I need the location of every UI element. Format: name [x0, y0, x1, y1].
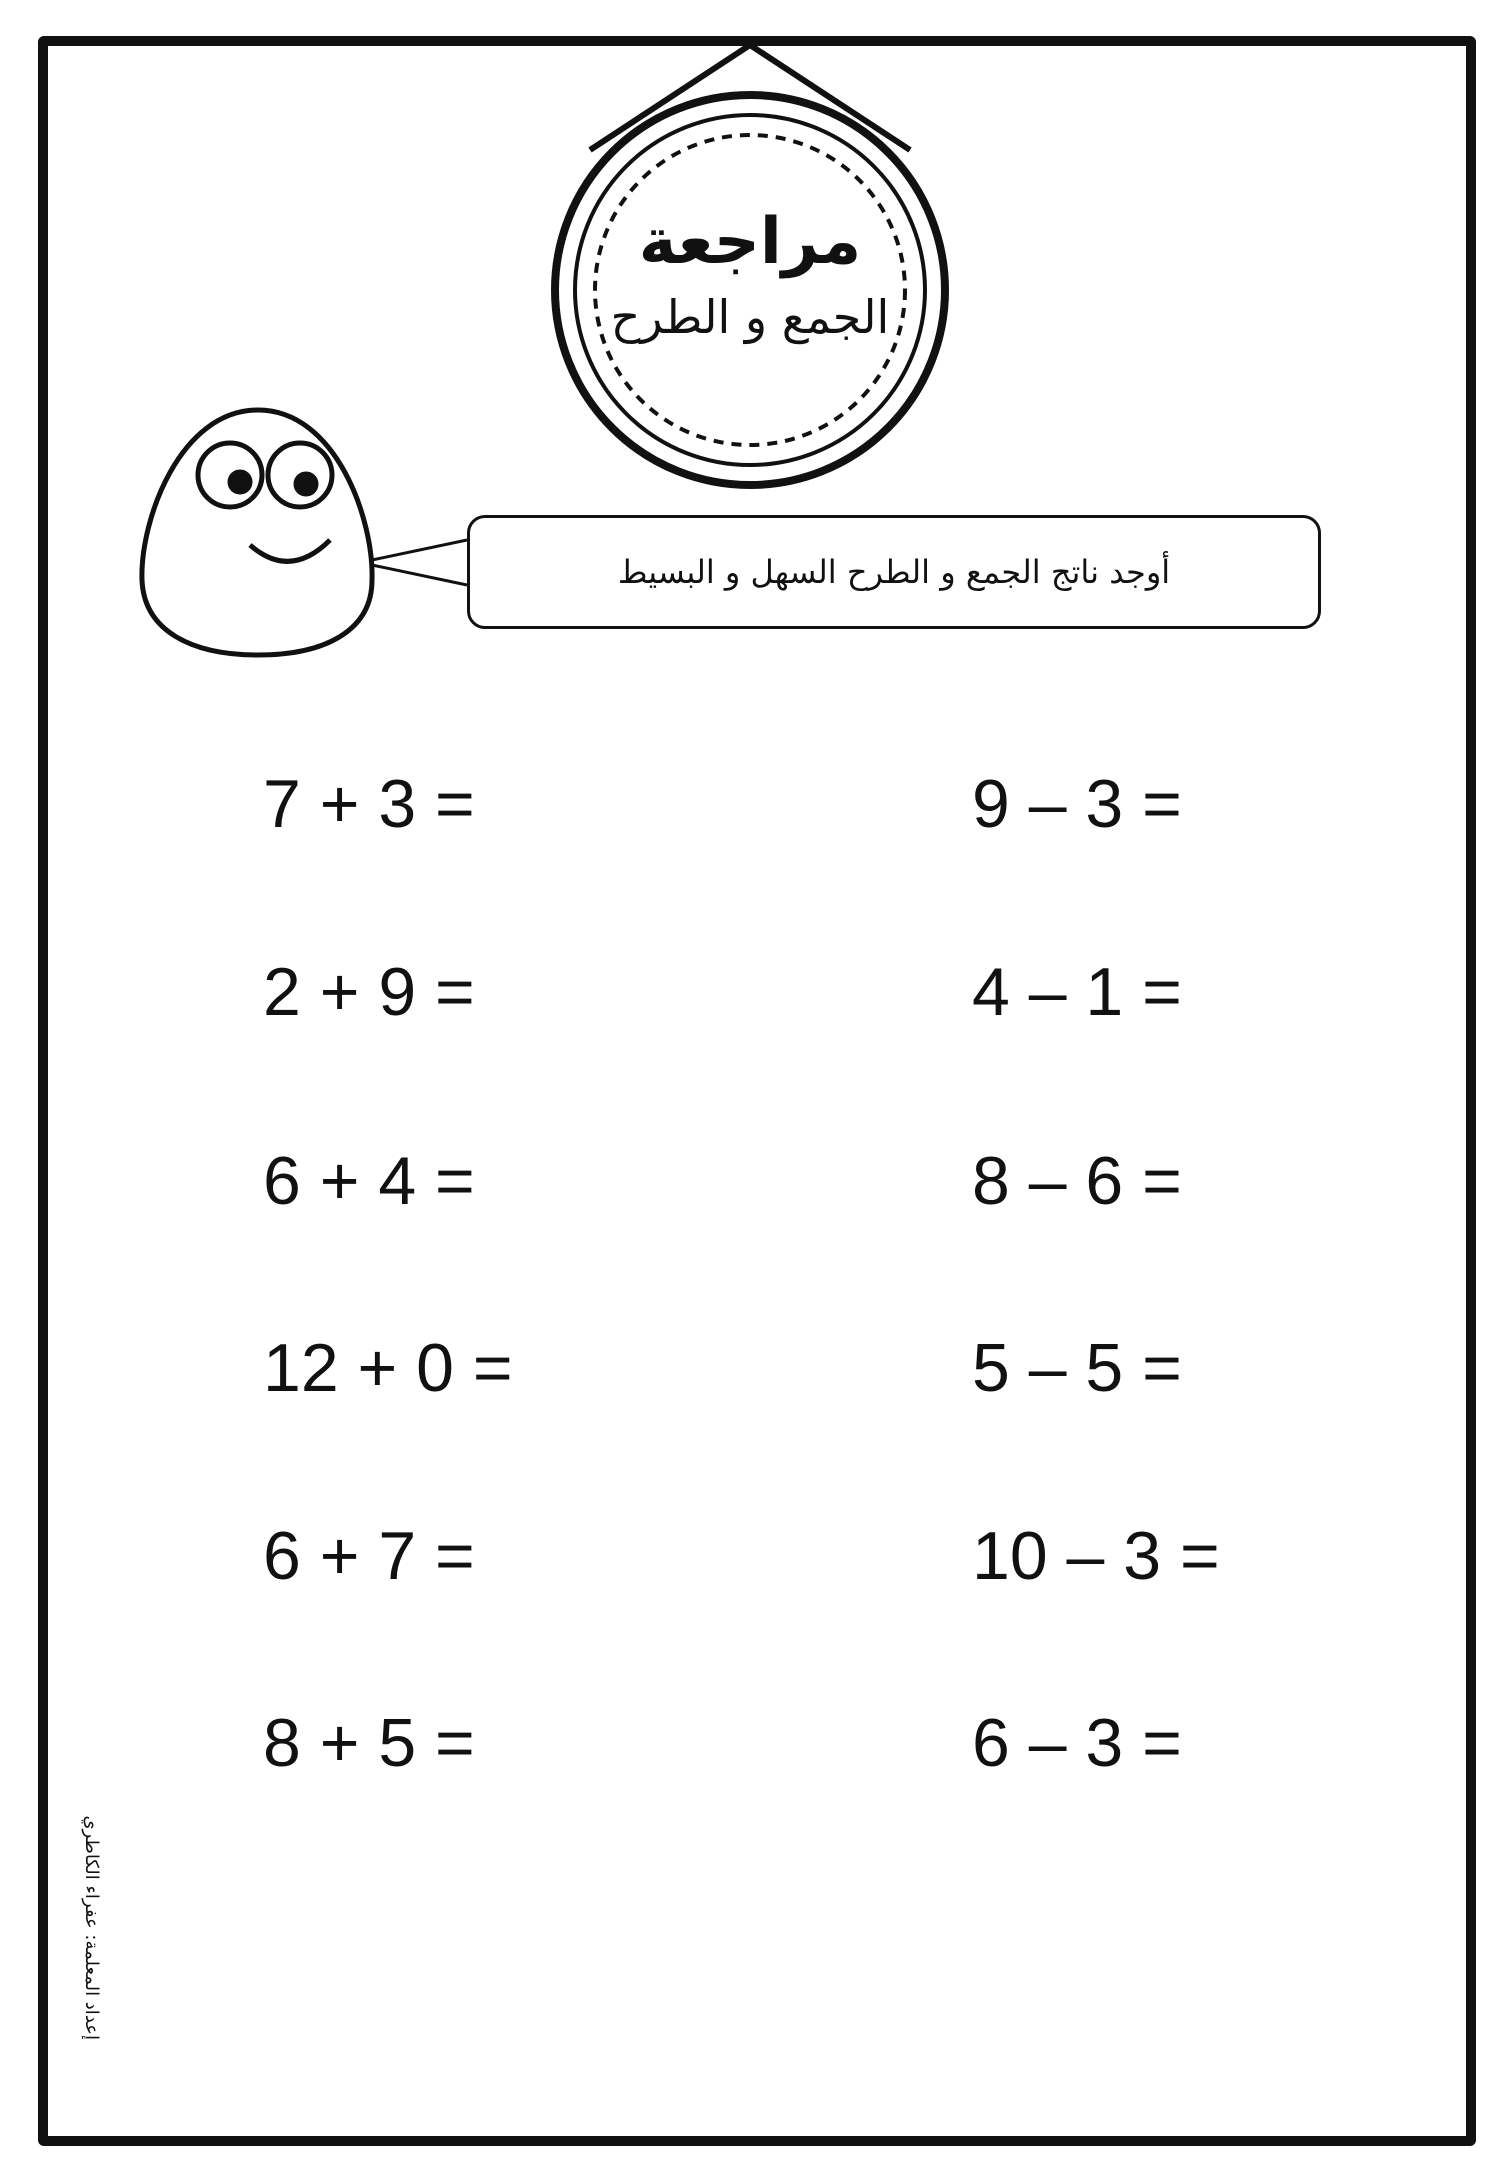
addition-problem: 12 + 0 = [263, 1330, 513, 1406]
addition-problem: 8 + 5 = [263, 1705, 475, 1781]
subtraction-problem: 10 – 3 = [972, 1518, 1220, 1594]
worksheet-subtitle: الجمع و الطرح [610, 290, 890, 344]
author-credit: إعداد المعلمة: عفراء الكاطري [81, 1815, 102, 2040]
subtraction-problem: 4 – 1 = [972, 954, 1182, 1030]
addition-problem: 2 + 9 = [263, 954, 475, 1030]
subtraction-problem: 6 – 3 = [972, 1705, 1182, 1781]
egg-character [142, 410, 467, 655]
subtraction-problem: 8 – 6 = [972, 1143, 1182, 1219]
worksheet-title: مراجعة [638, 205, 862, 279]
addition-problem: 6 + 4 = [263, 1143, 475, 1219]
instruction-text: أوجد ناتج الجمع و الطرح السهل و البسيط [617, 553, 1171, 591]
subtraction-problem: 9 – 3 = [972, 766, 1182, 842]
instruction-bubble [467, 515, 1321, 629]
addition-problem: 7 + 3 = [263, 766, 475, 842]
subtraction-problem: 5 – 5 = [972, 1330, 1182, 1406]
addition-problem: 6 + 7 = [263, 1518, 475, 1594]
